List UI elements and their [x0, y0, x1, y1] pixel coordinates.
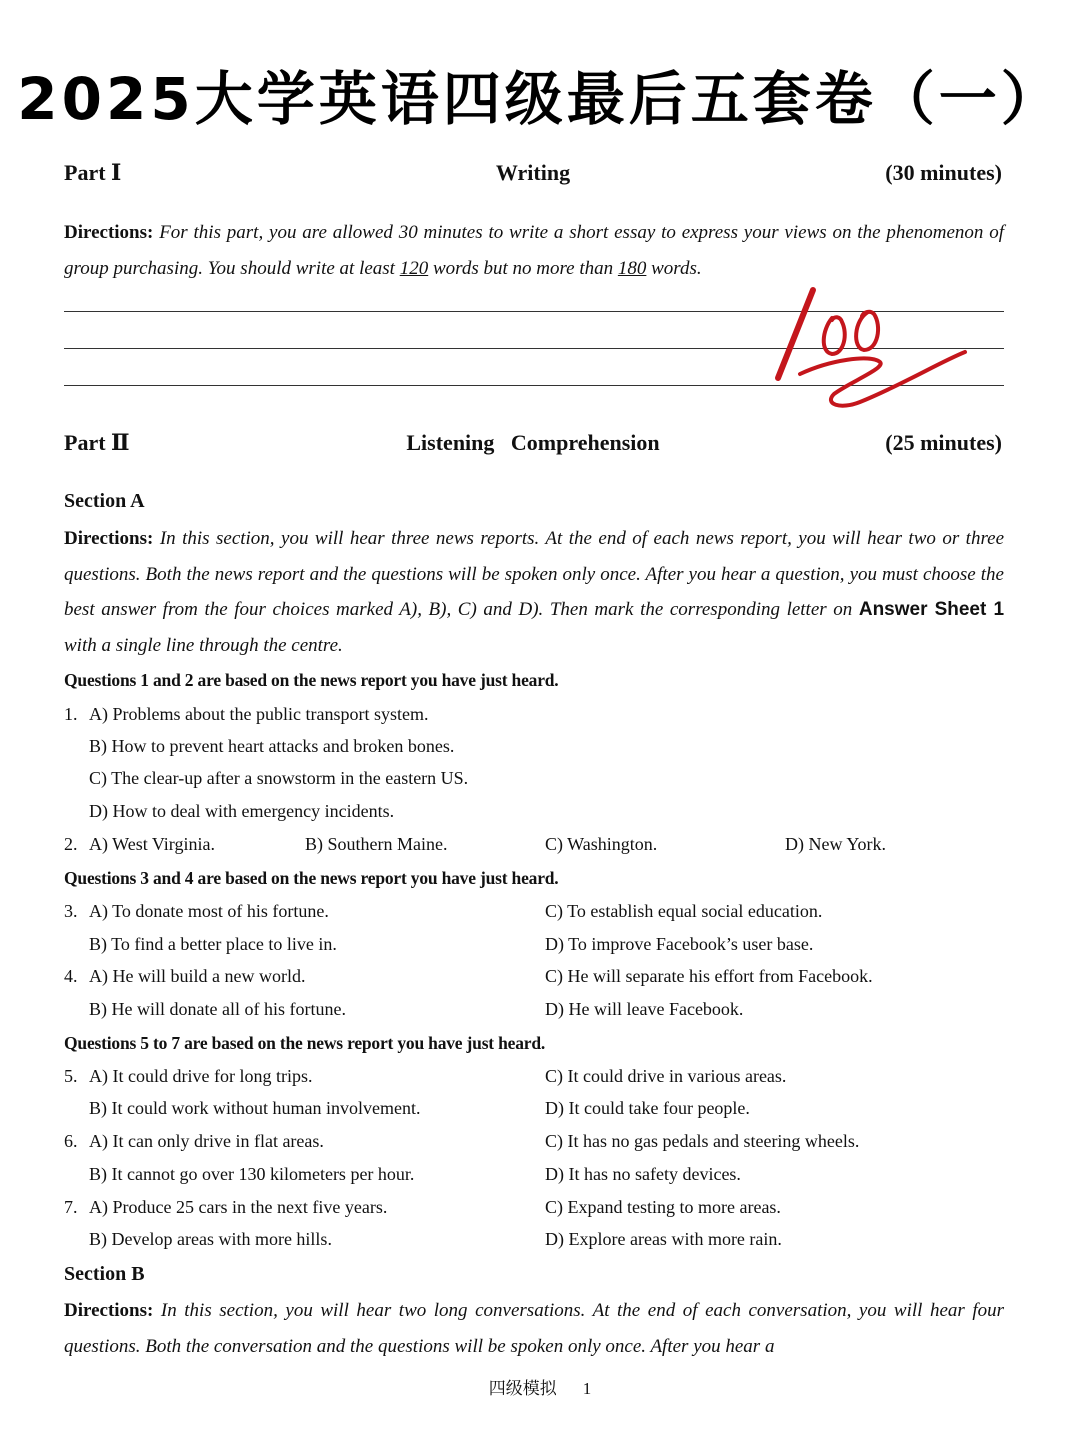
section-b-directions: [64, 1293, 1004, 1364]
question-2-option-b: B) Southern Maine.: [305, 834, 448, 854]
question-group-heading: Questions 5 to 7 are based on the news report you have just heard.: [64, 1033, 546, 1053]
question-3-option-c: C) To establish equal social education.: [545, 901, 823, 921]
question-number: 6.: [64, 1131, 78, 1151]
question-3-option-b: B) To find a better place to live in.: [89, 934, 337, 954]
question-6-option-d: D) It has no safety devices.: [545, 1164, 741, 1184]
option-text: A) It can only drive in flat areas.: [89, 1131, 324, 1151]
page-number: 1: [582, 1379, 592, 1398]
directions-text: words.: [646, 257, 702, 279]
question-7-option-c: C) Expand testing to more areas.: [545, 1197, 781, 1217]
option-text: A) West Virginia.: [89, 834, 215, 854]
question-number: 7.: [64, 1197, 78, 1217]
score-mark-100: [760, 282, 1000, 412]
directions-text: words but no more than: [428, 257, 618, 279]
question-number: 4.: [64, 966, 78, 986]
question-5-option-c: C) It could drive in various areas.: [545, 1066, 787, 1086]
section-a-directions: [64, 521, 1004, 663]
question-5-option-b: B) It could work without human involvement.: [89, 1098, 421, 1118]
answer-sheet-label: Answer Sheet 1: [858, 599, 1005, 620]
question-number: 5.: [64, 1066, 78, 1086]
option-text: A) Problems about the public transport system.: [89, 704, 429, 724]
min-words: 120: [399, 257, 429, 279]
part1-directions: [64, 215, 1004, 286]
question-group-heading: Questions 3 and 4 are based on the news report you have just heard.: [64, 868, 559, 888]
question-7-option-d: D) Explore areas with more rain.: [545, 1229, 782, 1249]
question-4-option-a: [64, 966, 305, 987]
question-4-option-c: C) He will separate his effort from Facebook.: [545, 966, 873, 986]
part2-time: (25 minutes): [885, 430, 1002, 455]
part1-name: Writing: [495, 160, 571, 185]
page-footer: [0, 1374, 1080, 1399]
directions-label: Directions:: [64, 1300, 154, 1321]
option-text: A) To donate most of his fortune.: [89, 901, 329, 921]
option-text: A) He will build a new world.: [89, 966, 306, 986]
directions-text: In this section, you will hear two long conversations. At the end of each conversation, you will hear four questions. Both the conversation and the questions will be spoken only once. After you hear a: [64, 1300, 1004, 1357]
score-stroke-zero: [824, 317, 845, 354]
question-6-option-b: B) It cannot go over 130 kilometers per hour.: [89, 1164, 415, 1184]
question-2-option-d: D) New York.: [785, 834, 887, 854]
question-group-heading: Questions 1 and 2 are based on the news report you have just heard.: [64, 670, 559, 690]
directions-label: Directions:: [64, 528, 154, 549]
question-6-option-a: [64, 1131, 324, 1152]
question-1-option-c: C) The clear-up after a snowstorm in the eastern US.: [89, 768, 469, 788]
part1-time: (30 minutes): [885, 160, 1002, 185]
section-a-heading: Section A: [64, 490, 145, 512]
question-3-option-d: D) To improve Facebook’s user base.: [545, 934, 814, 954]
directions-text: In this section, you will hear three news reports. At the end of each news report, you will hear two or three questions. Both the news report and the questions will be spoken only once. After you hear a question, you must choose the best answer from the four choices marked A), B), C) and D). Then mark the corresponding letter on: [64, 528, 1004, 620]
question-number: 1.: [64, 704, 78, 724]
part1-header: [64, 160, 1002, 186]
question-7-option-b: B) Develop areas with more hills.: [89, 1229, 332, 1249]
directions-text: For this part, you are allowed 30 minutes to write a short essay to express your views on the phenomenon of group purchasing. You should write at least: [64, 222, 1005, 279]
question-5-option-d: D) It could take four people.: [545, 1098, 750, 1118]
footer-label: 四级模拟: [488, 1379, 557, 1398]
question-number: 2.: [64, 834, 78, 854]
part2-header: [64, 430, 1002, 456]
directions-label: Directions:: [64, 222, 154, 243]
question-2-option-a: [64, 834, 215, 855]
document-title: 2025大学英语四级最后五套卷（一）: [17, 65, 1063, 133]
score-stroke-flourish: [800, 352, 965, 406]
question-7-option-a: [64, 1197, 387, 1218]
question-1-option-d: D) How to deal with emergency incidents.: [89, 801, 395, 821]
question-3-option-a: [64, 901, 329, 922]
part2-name: Listening Comprehension: [406, 430, 660, 455]
question-number: 3.: [64, 901, 78, 921]
question-2-option-c: C) Washington.: [545, 834, 658, 854]
score-stroke-one: [778, 290, 813, 378]
question-5-option-a: [64, 1066, 312, 1087]
option-text: A) Produce 25 cars in the next five years.: [89, 1197, 388, 1217]
question-1-option-a: [64, 704, 428, 725]
max-words: 180: [617, 257, 647, 279]
directions-text: with a single line through the centre.: [64, 634, 343, 656]
question-6-option-c: C) It has no gas pedals and steering wheels.: [545, 1131, 860, 1151]
section-b-heading: Section B: [64, 1263, 145, 1285]
question-1-option-b: B) How to prevent heart attacks and broken bones.: [89, 736, 455, 756]
score-stroke-zero: [856, 312, 878, 350]
question-4-option-b: B) He will donate all of his fortune.: [89, 999, 346, 1019]
part2-label: Part Ⅱ: [64, 430, 130, 455]
option-text: A) It could drive for long trips.: [89, 1066, 313, 1086]
question-4-option-d: D) He will leave Facebook.: [545, 999, 744, 1019]
part1-label: Part Ⅰ: [64, 160, 122, 185]
